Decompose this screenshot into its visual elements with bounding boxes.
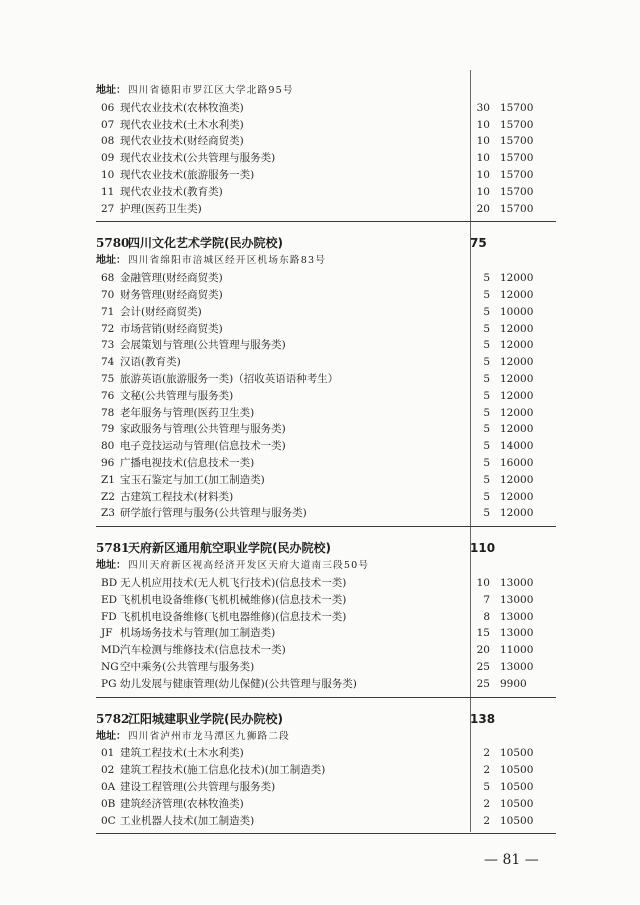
program-plan-count: 5: [483, 272, 490, 285]
school-header: [0, 538, 640, 558]
program-tuition: 10000: [500, 305, 534, 318]
program-plan-count: 5: [483, 781, 490, 793]
program-row: [0, 642, 640, 659]
program-tuition: 15700: [500, 185, 534, 198]
program-plan-count: 10: [476, 152, 490, 165]
program-row: [0, 321, 640, 338]
school-code: 5782: [96, 711, 130, 726]
program-name: 现代农业技术(土木水利类): [120, 118, 244, 131]
program-name: 工业机器人技术(加工制造类): [120, 814, 255, 827]
program-code: Z3: [101, 507, 115, 520]
program-code: FD: [101, 610, 117, 623]
program-tuition: 13000: [500, 627, 534, 640]
program-code: 0A: [101, 781, 116, 793]
section-rule: [96, 697, 556, 698]
program-code: ED: [101, 593, 118, 606]
program-plan-count: 5: [483, 322, 490, 335]
program-row: [0, 489, 640, 506]
program-code: 02: [101, 764, 115, 777]
program-name: 汽车检测与维修技术(信息技术一类): [120, 644, 286, 657]
school-name: 天府新区通用航空职业学院(民办院校): [128, 541, 331, 556]
school-total-plan: 138: [470, 711, 496, 726]
program-plan-count: 10: [476, 185, 490, 198]
program-row: [0, 505, 640, 522]
program-name: 建筑工程技术(施工信息化技术)(加工制造类): [120, 764, 326, 777]
program-tuition: 10500: [500, 814, 534, 827]
program-code: 96: [101, 457, 115, 469]
school-name: 四川文化艺术学院(民办院校): [128, 236, 283, 251]
school-header: [0, 233, 640, 253]
program-plan-count: 5: [483, 356, 490, 369]
program-name: 现代农业技术(财经商贸类): [120, 135, 244, 148]
program-tuition: 15700: [500, 118, 534, 131]
program-name: 飞机机电设备维修(飞机机械维修)(信息技术一类): [120, 593, 347, 606]
address-text: 四川省德阳市罗江区大学北路95号: [128, 85, 294, 96]
program-row: [0, 575, 640, 592]
program-row: [0, 100, 640, 117]
address-label: 地址：: [96, 730, 126, 742]
program-name: 电子竞技运动与管理(信息技术一类): [120, 440, 286, 453]
program-row: [0, 609, 640, 626]
program-code: 72: [101, 322, 115, 335]
program-name: 建设工程管理(公共管理与服务类): [120, 781, 276, 793]
address-text: 四川省绵阳市涪城区经开区机场东路83号: [128, 255, 327, 267]
program-row: [0, 287, 640, 304]
program-tuition: 12000: [500, 473, 534, 486]
program-code: 10: [101, 169, 115, 181]
program-name: 汉语(教育类): [120, 356, 181, 369]
program-row: [0, 184, 640, 201]
program-tuition: 15700: [500, 152, 534, 165]
program-name: 宝玉石鉴定与加工(加工制造类): [120, 473, 265, 486]
program-row: [0, 421, 640, 438]
program-plan-count: 5: [483, 373, 490, 385]
program-name: 建筑经济管理(农林牧渔类): [120, 797, 244, 810]
program-code: NG: [101, 661, 119, 673]
program-plan-count: 5: [483, 339, 490, 352]
program-tuition: 15700: [500, 202, 534, 215]
program-name: 财务管理(财经商贸类): [120, 289, 223, 301]
program-code: MD: [101, 644, 121, 657]
address-text: 四川天府新区视高经济开发区天府大道南三段50号: [128, 560, 370, 572]
section-rule: [96, 526, 556, 527]
school-code: 5781: [96, 541, 130, 556]
program-name: 市场营销(财经商贸类): [120, 322, 223, 335]
program-code: 07: [101, 118, 115, 131]
school-address: [96, 253, 640, 270]
program-row: [0, 405, 640, 422]
program-tuition: 12000: [500, 373, 534, 385]
program-row: [0, 438, 640, 455]
program-tuition: 14000: [500, 440, 534, 453]
program-name: 现代农业技术(公共管理与服务类): [120, 152, 276, 165]
school-header: [0, 709, 640, 729]
program-name: 家政服务与管理(公共管理与服务类): [120, 423, 286, 436]
program-code: 79: [101, 423, 115, 436]
program-code: 71: [101, 305, 115, 318]
program-row: [0, 796, 640, 813]
program-code: 0C: [101, 814, 116, 827]
program-name: 古建筑工程技术(材料类): [120, 490, 234, 503]
program-row: [0, 676, 640, 693]
program-plan-count: 7: [483, 593, 490, 606]
program-code: Z1: [101, 473, 115, 486]
program-name: 机场场务技术与管理(加工制造类): [120, 627, 276, 640]
program-tuition: 12000: [500, 490, 534, 503]
program-tuition: 15700: [500, 169, 534, 181]
program-tuition: 10500: [500, 747, 534, 760]
school-total-plan: 75: [470, 236, 487, 251]
program-code: 08: [101, 135, 115, 148]
school-total-plan: 110: [470, 541, 496, 556]
program-plan-count: 10: [476, 135, 490, 148]
program-row: [0, 150, 640, 167]
program-row: [0, 201, 640, 218]
program-plan-count: 20: [476, 644, 490, 657]
program-code: 78: [101, 406, 115, 419]
program-tuition: 12000: [500, 356, 534, 369]
program-plan-count: 5: [483, 289, 490, 301]
program-plan-count: 2: [483, 764, 490, 777]
program-name: 旅游英语(旅游服务一类)（招收英语语种考生）: [120, 373, 339, 385]
program-code: 06: [101, 101, 115, 114]
program-plan-count: 5: [483, 457, 490, 469]
program-row: [0, 304, 640, 321]
program-code: 01: [101, 747, 115, 760]
program-tuition: 12000: [500, 272, 534, 285]
program-tuition: 12000: [500, 339, 534, 352]
program-row: [0, 270, 640, 287]
program-name: 护理(医药卫生类): [120, 202, 202, 215]
program-name: 广播电视技术(信息技术一类): [120, 457, 255, 469]
program-plan-count: 5: [483, 490, 490, 503]
school-address: [96, 558, 640, 575]
program-plan-count: 5: [483, 305, 490, 318]
address-label: 地址：: [96, 85, 126, 96]
program-code: 75: [101, 373, 115, 385]
program-name: 无人机应用技术(无人机飞行技术)(信息技术一类): [120, 577, 347, 589]
program-name: 现代农业技术(旅游服务一类): [120, 169, 255, 181]
program-plan-count: 2: [483, 814, 490, 827]
program-plan-count: 8: [483, 610, 490, 623]
program-name: 金融管理(财经商贸类): [120, 272, 223, 285]
program-row: [0, 813, 640, 830]
program-row: [0, 455, 640, 472]
program-code: JF: [101, 627, 113, 640]
program-plan-count: 2: [483, 797, 490, 810]
program-plan-count: 10: [476, 577, 490, 589]
program-plan-count: 25: [476, 677, 490, 690]
program-plan-count: 5: [483, 440, 490, 453]
program-code: 27: [101, 202, 115, 215]
program-plan-count: 30: [476, 101, 490, 114]
program-tuition: 12000: [500, 389, 534, 402]
program-name: 幼儿发展与健康管理(幼儿保健)(公共管理与服务类): [120, 677, 357, 690]
program-name: 建筑工程技术(土木水利类): [120, 747, 244, 760]
address-label: 地址：: [96, 255, 126, 267]
program-tuition: 9900: [500, 677, 527, 690]
program-name: 文秘(公共管理与服务类): [120, 389, 234, 402]
program-tuition: 13000: [500, 661, 534, 673]
program-name: 空中乘务(公共管理与服务类): [120, 661, 255, 673]
program-row: [0, 371, 640, 388]
program-code: 0B: [101, 797, 116, 810]
section-rule: [96, 221, 556, 222]
program-plan-count: 20: [476, 202, 490, 215]
program-plan-count: 15: [476, 627, 490, 640]
program-plan-count: 25: [476, 661, 490, 673]
program-tuition: 12000: [500, 289, 534, 301]
program-name: 飞机机电设备维修(飞机电器维修)(信息技术一类): [120, 610, 347, 623]
program-row: [0, 133, 640, 150]
program-row: [0, 779, 640, 796]
program-name: 会计(财经商贸类): [120, 305, 202, 318]
program-name: 会展策划与管理(公共管理与服务类): [120, 339, 286, 352]
program-row: [0, 472, 640, 489]
program-tuition: 11000: [500, 644, 534, 657]
program-row: [0, 117, 640, 134]
program-row: [0, 167, 640, 184]
program-plan-count: 5: [483, 406, 490, 419]
program-name: 老年服务与管理(医药卫生类): [120, 406, 255, 419]
school-address: [96, 83, 640, 100]
program-plan-count: 5: [483, 389, 490, 402]
program-code: 80: [101, 440, 115, 453]
program-row: [0, 337, 640, 354]
page-number: — 81 —: [484, 852, 539, 868]
school-name: 江阳城建职业学院(民办院校): [128, 711, 283, 726]
program-row: [0, 388, 640, 405]
program-row: [0, 354, 640, 371]
program-plan-count: 10: [476, 118, 490, 131]
program-row: [0, 745, 640, 762]
program-tuition: 12000: [500, 423, 534, 436]
program-tuition: 13000: [500, 610, 534, 623]
program-code: 68: [101, 272, 115, 285]
program-name: 研学旅行管理与服务(公共管理与服务类): [120, 507, 307, 520]
program-code: 76: [101, 389, 115, 402]
program-tuition: 13000: [500, 593, 534, 606]
program-code: 74: [101, 356, 115, 369]
program-code: BD: [101, 577, 118, 589]
program-tuition: 15700: [500, 135, 534, 148]
program-plan-count: 10: [476, 169, 490, 181]
program-name: 现代农业技术(教育类): [120, 185, 223, 198]
program-code: 09: [101, 152, 115, 165]
program-code: Z2: [101, 490, 115, 503]
program-tuition: 12000: [500, 322, 534, 335]
section-rule: [96, 833, 556, 834]
school-address: [96, 729, 640, 746]
program-code: 70: [101, 289, 115, 301]
program-tuition: 15700: [500, 101, 534, 114]
program-tuition: 13000: [500, 577, 534, 589]
school-code: 5780: [96, 236, 130, 251]
program-plan-count: 5: [483, 507, 490, 520]
program-plan-count: 5: [483, 423, 490, 436]
program-code: 11: [101, 185, 115, 198]
program-code: PG: [101, 677, 117, 690]
program-row: [0, 762, 640, 779]
program-plan-count: 2: [483, 747, 490, 760]
program-code: 73: [101, 339, 115, 352]
program-tuition: 12000: [500, 406, 534, 419]
program-tuition: 10500: [500, 797, 534, 810]
program-name: 现代农业技术(农林牧渔类): [120, 101, 244, 114]
program-row: [0, 659, 640, 676]
program-row: [0, 625, 640, 642]
address-label: 地址：: [96, 560, 126, 572]
program-tuition: 10500: [500, 781, 534, 793]
program-plan-count: 5: [483, 473, 490, 486]
address-text: 四川省泸州市龙马潭区九狮路二段: [128, 730, 290, 742]
program-tuition: 10500: [500, 764, 534, 777]
program-row: [0, 592, 640, 609]
program-tuition: 12000: [500, 507, 534, 520]
program-tuition: 16000: [500, 457, 534, 469]
